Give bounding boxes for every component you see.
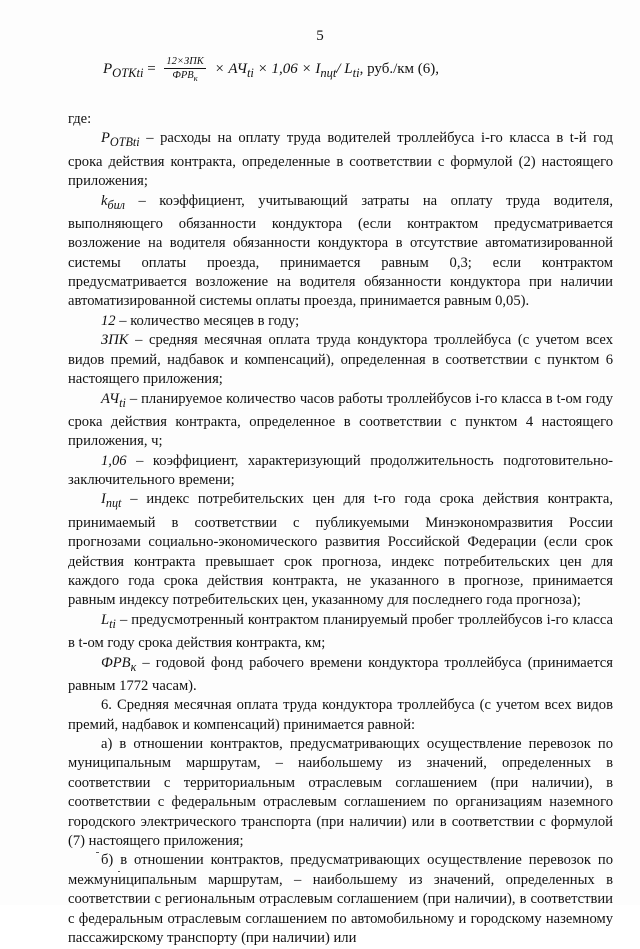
definition-ipc: $I_{пцt}$ – индекс потребительских цен для t-го года срока действия контракта, принимаемый в соответствии с публикуемыми Минэкономразвития России прогнозами социально-экономического развития Российской Федерации (если срок действия контракта превышает срок прогноза, индекс потребительских цен для каждого года срока действия контракта, не указанного в прогнозе, принимается равным индексу потребительских цен, указанному для последнего года прогноза); <box>68 491 613 609</box>
definition-106: 1,06 – коэффициент, характеризующий продолжительность подготовительно-заключительного времени; <box>68 452 613 489</box>
formula-rest-3: / L <box>336 60 353 77</box>
formula-rest-2: × 1,06 × I <box>253 60 321 77</box>
formula-rest-1: × АЧ <box>210 60 247 77</box>
item-b: б) в отношении контрактов, предусматривающих осуществление перевозок по межмуниципальным маршрутам, – наибольшему из значений, определенных в соответствии с региональным отраслевым соглашением (при наличии), в соответствии с федеральным отраслевым соглашением по автомобильному и городскому наземному пассажирскому транспорту (при наличии) или <box>68 852 613 947</box>
item-a: а) в отношении контрактов, предусматривающих осуществление перевозок по муниципальным маршрутам, – наибольшему из значений, определенных в соответствии с территориальным отраслевым соглашением (при наличии), в соответствии с федеральным отраслевым соглашением по организациям наземного городского электрического транспорта (при наличии) или в соответствии с формулой (7) настоящего приложения; <box>68 736 613 850</box>
definition-l: $L_{ti}$ – предусмотренный контрактом планируемый пробег троллейбусов i-го класса в t-ом году срока действия контракта, км; <box>68 611 613 652</box>
formula-6: $P_{OTKti}$ = $\frac{\text{12×ЗПК}}{ФРВ_к}$ × $АЧ_{ti} \times 1,06 \times I_{пцt}/$ $L_{ti}$, руб./км (6), <box>103 56 440 84</box>
fraction-numerator: 12×ЗПК <box>166 56 204 67</box>
formula-lhs: P <box>103 60 113 77</box>
fraction-denominator: $ФРВ_к$ <box>172 70 198 84</box>
formula-fraction <box>164 56 205 83</box>
definition-ach: $АЧ_{ti}$ – планируемое количество часов работы троллейбусов i-го класса в t-ом году срока действия контракта, определенное в соответствии с пунктом 4 настоящего приложения, ч; <box>68 390 613 450</box>
where-label: где: <box>68 111 92 127</box>
formula-lhs-sub: OTKti <box>112 65 144 80</box>
scan-speck <box>96 852 99 853</box>
scan-speck <box>118 871 120 872</box>
definition-12: 12 – количество месяцев в году; <box>101 312 300 329</box>
page-number: 5 <box>316 28 324 44</box>
definition-k-bil: $k_{бил}$ – коэффициент, учитывающий затраты на оплату труда водителя, выполняющего обязанности кондуктора (если контрактом предусматривается возложение на водителя обязанности кондуктора в отсутствие автоматизированной системы оплаты проезда, принимается равным 0,3; если контрактом предусматривается возложение на водителя обязанности кондуктора при наличии автоматизированной системы оплаты проезда, принимается равным 0,05). <box>68 192 613 310</box>
definition-zpk: ЗПК – средняя месячная оплата труда кондуктора троллейбуса (с учетом всех видов премий, надбавок и компенсаций), определенная в соответствии с пунктом 6 настоящего приложения; <box>68 332 613 388</box>
section-6: 6. Средняя месячная оплата труда кондуктора троллейбуса (с учетом всех видов премий, надбавок и компенсаций) принимается равной: <box>68 697 613 733</box>
definition-p-otb: $P_{OTBti}$ – расходы на оплату труда водителей троллейбуса i-го класса в t-й год срока действия контракта, определенные в соответствии с формулой (2) настоящего приложения; <box>68 130 613 190</box>
document-body <box>68 110 613 949</box>
definition-frv: $ФРВ_к$ – годовой фонд рабочего времени кондуктора троллейбуса (принимается равным 1772 часам). <box>68 654 613 694</box>
formula-rest-4: , руб./км (6), <box>359 60 440 77</box>
formula-equals: = <box>143 60 160 77</box>
